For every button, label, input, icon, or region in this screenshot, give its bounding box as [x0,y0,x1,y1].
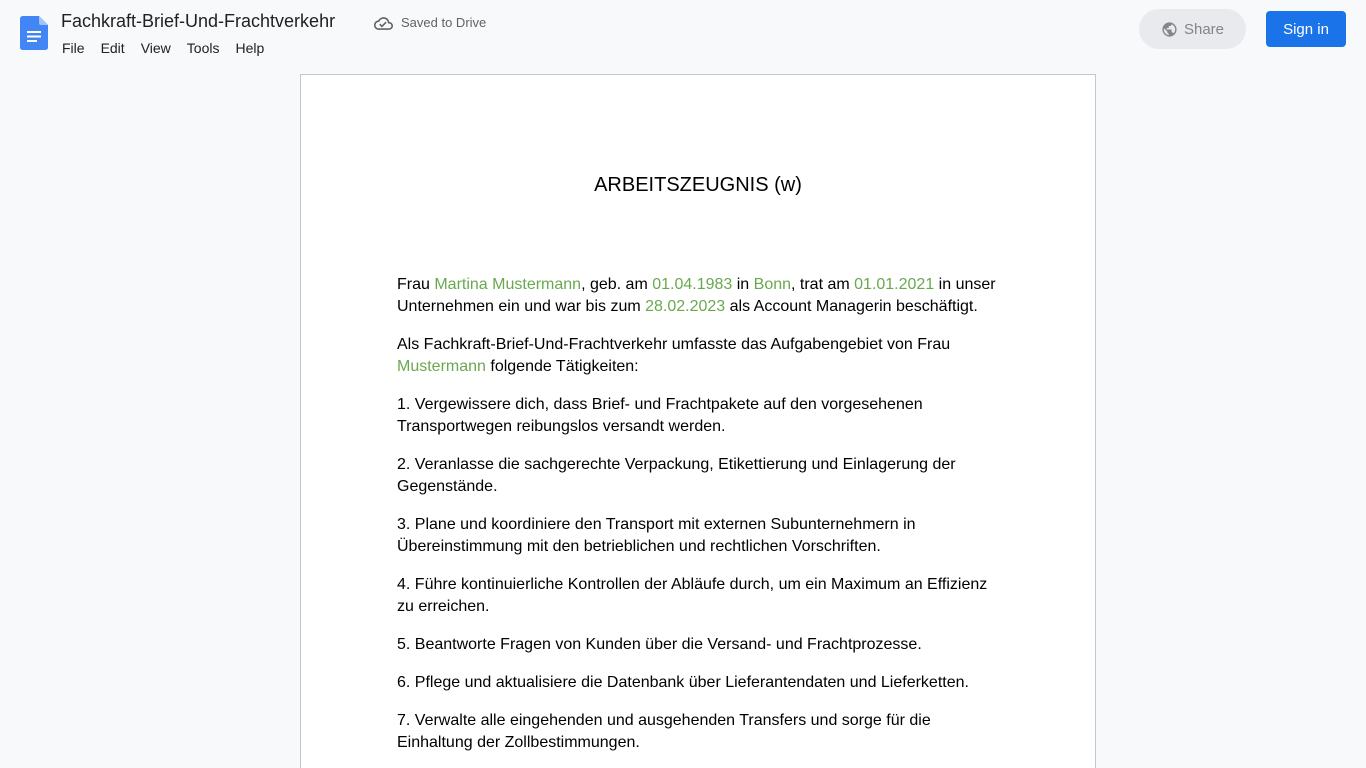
intro-paragraph [397,274,997,318]
docs-logo-icon[interactable] [20,16,48,50]
intro-text-2: , geb. am [581,276,653,293]
menu-tools[interactable]: Tools [186,40,220,56]
task-item: 3. Plane und koordiniere den Transport mit externen Subunternehmern in Übereinstimmung mit den betrieblichen und rechtlichen Vorschriften. [397,516,916,555]
document-heading: ARBEITSZEUGNIS (w) [594,174,802,196]
task-item: 5. Beantworte Fragen von Kunden über die Versand- und Frachtprozesse. [397,636,922,653]
task-item: 7. Verwalte alle eingehenden und ausgehenden Transfers und sorge für die Einhaltung der Zollbestimmungen. [397,712,931,751]
birth-date: 01.04.1983 [652,276,733,293]
menu-edit[interactable]: Edit [100,40,125,56]
intro-text-1: Frau [397,276,435,293]
intro-text-6: als Account Managerin beschäftigt. [725,298,978,315]
document-body [397,274,997,768]
start-date: 01.01.2021 [854,276,935,293]
save-status-label: Saved to Drive [401,15,487,30]
menu-help[interactable]: Help [235,40,265,56]
share-label: Share [1183,20,1225,38]
tasks-intro-text-1: Als Fachkraft-Brief-Und-Frachtverkehr umfasste das Aufgabengebiet von Frau [397,336,951,353]
employee-name: Martina Mustermann [434,276,582,293]
task-item: 2. Veranlasse die sachgerechte Verpackung, Etikettierung und Einlagerung der Gegenstände. [397,456,956,495]
top-bar [0,0,1366,64]
tasks-intro-paragraph [397,334,997,378]
task-item: 1. Vergewissere dich, dass Brief- und Frachtpakete auf den vorgesehenen Transportwegen reibungslos versandt werden. [397,396,923,435]
cloud-done-icon [374,14,393,33]
task-item: 6. Pflege und aktualisiere die Datenbank über Lieferantendaten und Lieferketten. [397,674,969,691]
sign-in-button[interactable]: Sign in [1266,11,1346,47]
menu-view[interactable]: View [140,40,171,56]
save-status[interactable] [374,13,486,33]
menu-file[interactable]: File [62,40,85,56]
intro-text-4: , trat am [791,276,855,293]
intro-text-3: in [732,276,754,293]
tasks-intro-text-2: folgende Tätigkeiten: [485,358,639,375]
document-title[interactable]: Fachkraft-Brief-Und-Frachtverkehr [61,11,336,31]
document-page[interactable] [300,74,1096,768]
employee-surname: Mustermann [397,358,486,375]
globe-icon [1161,21,1178,38]
task-item: 4. Führe kontinuierliche Kontrollen der Abläufe durch, um ein Maximum an Effizienz zu erreichen. [397,576,988,615]
birth-place: Bonn [753,276,792,293]
menu-bar [54,36,272,60]
share-button[interactable] [1139,9,1246,49]
end-date: 28.02.2023 [645,298,726,315]
intro-text-5: in unser Unternehmen ein und war bis zum [397,276,996,315]
